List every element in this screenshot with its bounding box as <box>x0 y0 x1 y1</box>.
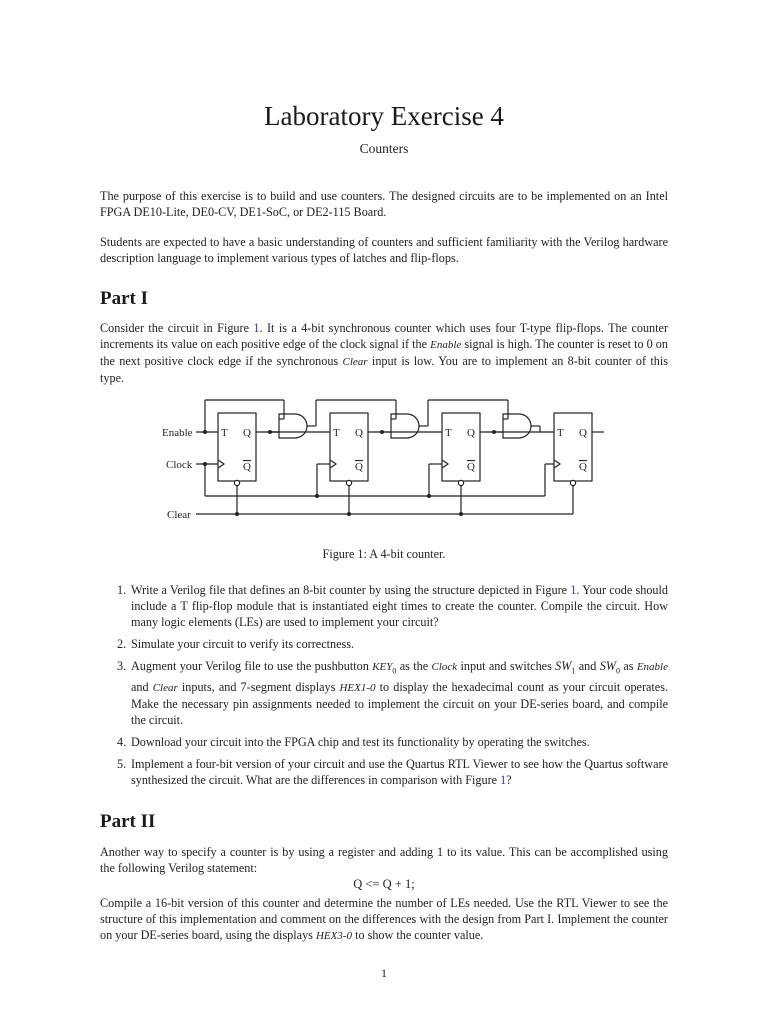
ff2-q-label: Q <box>467 427 475 439</box>
list-item: 4. Download your circuit into the FPGA chip and test its functionality by operating the switches. <box>117 735 590 750</box>
clear-label: Clear <box>167 509 191 521</box>
counter-circuit-diagram <box>150 392 620 527</box>
list-item: 3. Augment your Verilog file to use the pushbutton $KEY_0$ as the Clock input and switches $SW_1$ and $SW_0$ as Enable and Clear inputs, and 7-segment displays HEX1-0 to display the hexadecimal count as your circuit operates. Make the necessary pin assignments needed to implement the circuit on your DE-series board, and compile the circuit. <box>117 659 668 728</box>
enable-label: Enable <box>162 427 193 439</box>
figure-caption: Figure 1: A 4-bit counter. <box>322 547 446 561</box>
ff3-q-label: Q <box>579 427 587 439</box>
and-gate-2 <box>391 414 419 438</box>
ff0-q-label: Q <box>243 427 251 439</box>
page-number: 1 <box>381 966 387 980</box>
ff1-t-label: T <box>333 427 340 439</box>
document-title: Laboratory Exercise 4 <box>264 101 504 131</box>
figure-reference-link[interactable]: 1 <box>570 583 577 597</box>
ff0-t-label: T <box>221 427 228 439</box>
list-item: 1. Write a Verilog file that defines an 8-bit counter by using the structure depicted in Figure 1. Your code should include a T flip-flop module that is instantiated eight times to create the counter. Compile the circuit. How many logic elements (LEs) are used to implement your circuit? <box>117 583 668 629</box>
list-item: 2. Simulate your circuit to verify its correctness. <box>117 637 355 651</box>
ff2-qbar-label: Q <box>467 461 475 473</box>
ff1-qbar-label: Q <box>355 461 363 473</box>
clock-label: Clock <box>166 459 193 471</box>
figure-reference-link[interactable]: 1 <box>500 773 507 788</box>
list-item: 5. Implement a four-bit version of your circuit and use the Quartus RTL Viewer to see how the Quartus software synthesized the circuit. What are the differences in comparison with Figure 1? <box>117 757 668 788</box>
ff3-t-label: T <box>557 427 564 439</box>
part-2-heading: Part II <box>100 811 156 832</box>
figure-reference-link[interactable]: 1 <box>253 321 260 335</box>
intro-paragraph-2: Students are expected to have a basic understanding of counters and sufficient familiarity with the Verilog hardware description language to implement various types of latches and flip-flops. <box>100 235 668 265</box>
part-2-paragraph-1: Another way to specify a counter is by using a register and adding 1 to its value. This can be accomplished using the following Verilog statement: <box>100 845 668 875</box>
document-subtitle: Counters <box>359 141 409 156</box>
verilog-statement: Q <= Q + 1; <box>353 877 415 891</box>
ff0-qbar-label: Q <box>243 461 251 473</box>
part-2-paragraph-2: Compile a 16-bit version of this counter and determine the number of LEs needed. Use the RTL Viewer to see the structure of this implementation and comment on the differences with the design from Part I. Implement the counter on your DE-series board, using the displays HEX3-0 to show the counter value. <box>100 896 668 942</box>
part-1-task-list <box>100 582 668 794</box>
ff3-qbar-label: Q <box>579 461 587 473</box>
ff2-t-label: T <box>445 427 452 439</box>
part-1-paragraph: Consider the circuit in Figure 1. It is a 4-bit synchronous counter which uses four T-type flip-flops. The counter increments its value on each positive edge of the clock signal if the Enable signal is high. The counter is reset to 0 on the next positive clock edge if the synchronous Clear input is low. You are to implement an 8-bit counter of this type. <box>100 321 669 385</box>
intro-paragraph-1: The purpose of this exercise is to build and use counters. The designed circuits are to be implemented on an Intel FPGA DE10-Lite, DE0-CV, DE1-SoC, or DE2-115 Board. <box>100 189 668 219</box>
and-gate-3 <box>503 414 531 438</box>
ff1-q-label: Q <box>355 427 363 439</box>
part-1-heading: Part I <box>100 288 149 309</box>
and-gate-1 <box>279 414 307 438</box>
